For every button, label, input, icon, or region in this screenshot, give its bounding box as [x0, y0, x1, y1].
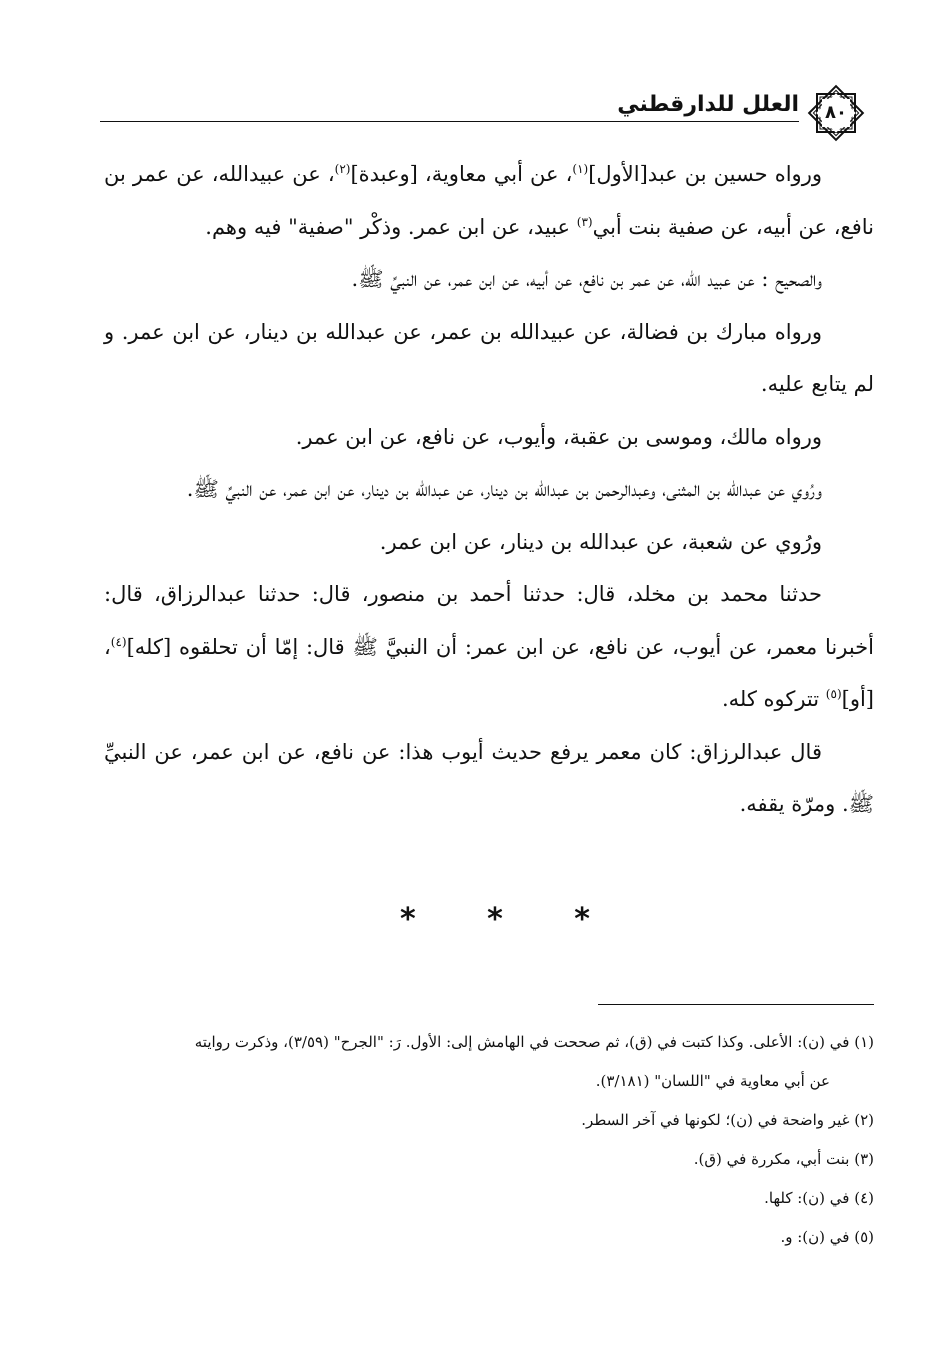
paragraph: حدثنا محمد بن مخلد، قال: حدثنا أحمد بن منصور، قال: حدثنا عبدالرزاق، قال: أخبرنا معمر، عن أيوب، عن نافع، عن ابن عمر: أن النبيَّ ﷺ قال: إمّا أن تحلقوه [كله]$^{(٤)}$، [أو]$^{(٥)}$ تتركوه كله. — [104, 582, 874, 711]
paragraph: ورواه حسين بن عبد[الأول]$^{(١)}$، عن أبي معاوية، [وعبدة]$^{(٢)}$، عن عبيدالله، عن عمر بن نافع، عن أبيه، عن صفية بنت أبي$^{(٣)}$ عبيد، عن ابن عمر. وذكْر "صفية" فيه وهم. — [104, 162, 874, 239]
footnote-ref: (١) — [572, 162, 589, 176]
paragraph: قال عبدالرزاق: كان معمر يرفع حديث أيوب هذا: عن نافع، عن ابن عمر، عن النبيِّ ﷺ. ومرّة يقفه. — [104, 739, 874, 816]
footnote: (٢) غير واضحة في (ن)؛ لكونها في آخر السطر. — [581, 1111, 874, 1129]
footnotes — [104, 1023, 874, 1257]
main-text — [104, 148, 874, 831]
header-rule — [100, 121, 799, 122]
paragraph: ورُوي عن شعبة، عن عبدالله بن دينار، عن ابن عمر. — [379, 529, 822, 554]
footnote-ref: (٢) — [334, 162, 351, 176]
footnote: (٣) بنت أبي، مكررة في (ق). — [693, 1150, 874, 1168]
footnote-ref: (٤) — [110, 634, 127, 649]
section-separator — [400, 902, 590, 937]
separator-star: * — [487, 902, 503, 937]
footnote: (١) في (ن): الأعلى. وكذا كتبت في (ق)، ثم صححت في الهامش إلى: الأول. رَ: "الجرح" (٣/٥٩)، وذكرت روايته — [194, 1033, 874, 1051]
footnote-continuation: عن أبي معاوية في "اللسان" (٣/١٨١). — [595, 1072, 830, 1090]
footnote-ref: (٥) — [825, 687, 842, 701]
paragraph: ورواه مبارك بن فضالة، عن عبيدالله بن عمر، عن عبدالله بن دينار، عن ابن عمر. و لم يتابع عليه. — [104, 319, 874, 396]
separator-star: * — [400, 902, 416, 937]
paragraph: ورواه مالك، وموسى بن عقبة، وأيوب، عن نافع، عن ابن عمر. — [295, 424, 822, 449]
footnote: (٤) في (ن): كلها. — [764, 1189, 874, 1207]
page-number: ٨٠ — [825, 102, 847, 123]
separator-star: * — [574, 902, 590, 937]
page-number-badge — [805, 82, 867, 144]
footnote: (٥) في (ن): و. — [780, 1228, 874, 1246]
footnote-rule — [598, 1004, 874, 1005]
paragraph: ورُوي عن عبدالله بن المثنى، وعبدالرحمن بن عبدالله بن دينار، عن عبدالله بن دينار، عن ابن عمر، عن النبيِّ ﷺ. — [186, 477, 822, 501]
running-head: العلل للدارقطني — [617, 92, 799, 117]
paragraph: والصحيح : عن عبيد الله، عن عمر بن نافع، عن أبيه، عن ابن عمر، عن النبيِّ ﷺ. — [351, 267, 822, 291]
footnote-ref: (٣) — [576, 214, 593, 229]
